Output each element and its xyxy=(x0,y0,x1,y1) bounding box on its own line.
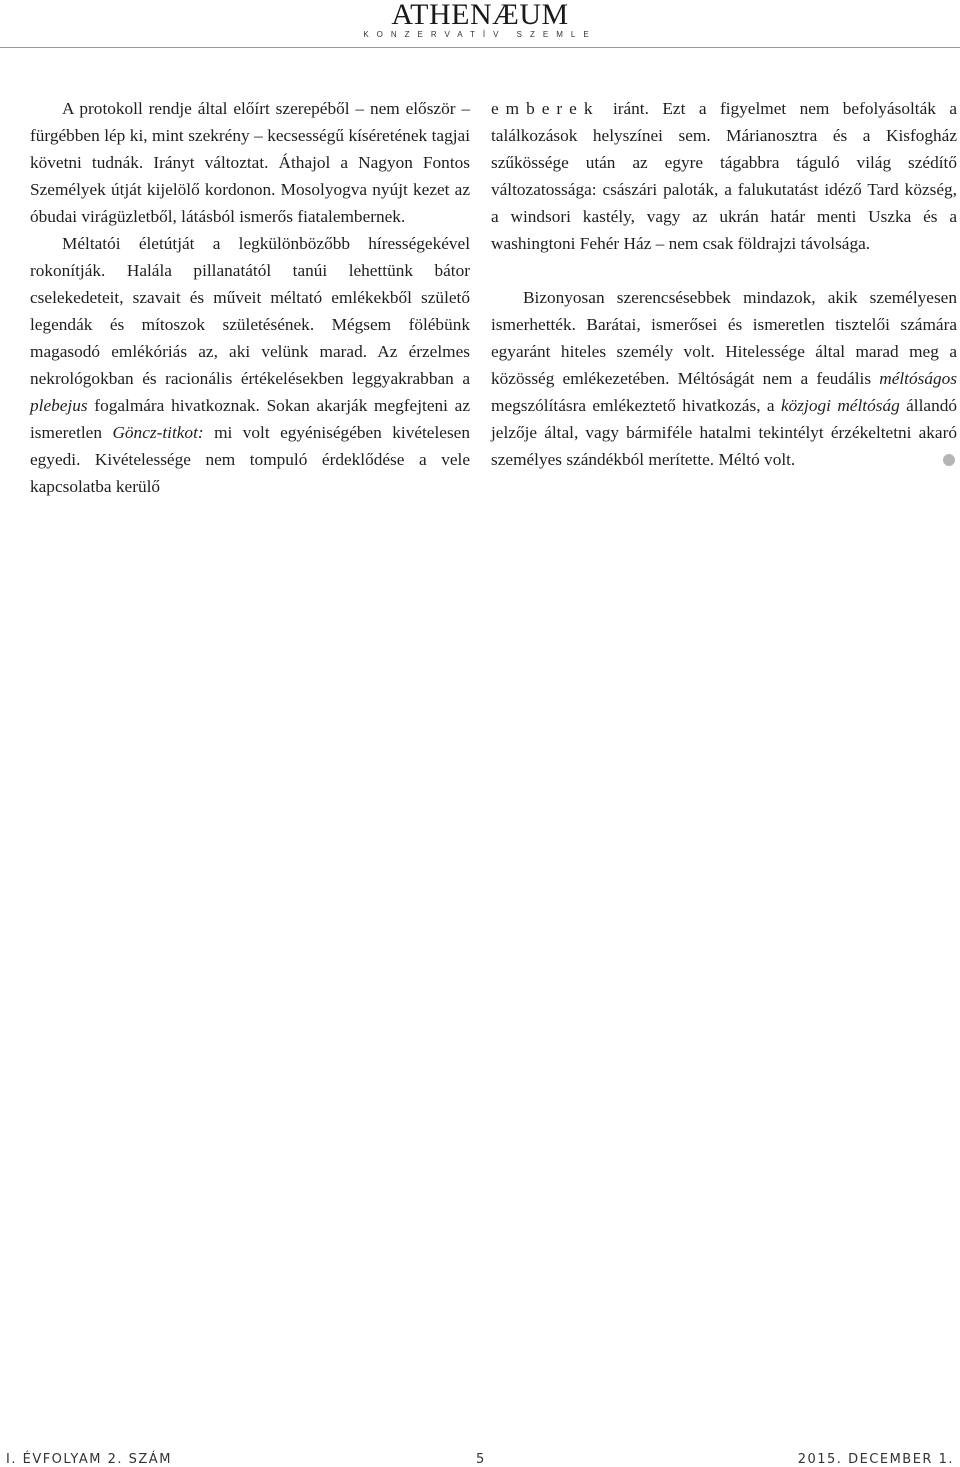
article-column-right xyxy=(491,95,957,473)
article-column-left xyxy=(30,95,470,500)
paragraph xyxy=(491,284,957,473)
paragraph xyxy=(491,95,957,257)
paragraph: A protokoll rendje által előírt szerepéből – nem először – fürgébben lép ki, mint szekrény – kecsességű kíséretének tagjai követni tudnák. Irányt változtat. Áthajol a Nagyon Fontos Személyek útját kijelölő kordonon. Mosolyogva nyújt kezet az óbudai virágüzletből, látásból ismerős fiatalembernek. xyxy=(30,99,470,226)
text-run: fogalmára hivatkoznak. Sokan akarják megfejteni az ismeretlen xyxy=(30,396,470,442)
header-rule xyxy=(0,47,960,48)
journal-subtitle: KONZERVATÍV SZEMLE xyxy=(363,30,597,39)
page-number: 5 xyxy=(476,1452,486,1467)
italic-term: Göncz-titkot: xyxy=(112,423,204,442)
journal-title: ATHENÆUM xyxy=(391,0,569,31)
masthead xyxy=(0,0,960,48)
text-run: Bizonyosan szerencsésebbek mindazok, akik személyesen ismerhették. Barátai, ismerősei és ismeretlen tisztelői számára egyaránt hiteles személy volt. Hitelessége által marad meg a közösség emlékezetében. Méltóságát nem a feudális xyxy=(491,288,957,388)
end-of-article-dot-icon xyxy=(943,454,955,466)
text-run: állandó jelzője által, vagy bármiféle hatalmi tekintélyt érzékeltetni akaró személyes szándékból merítette. Méltó volt. xyxy=(491,396,958,469)
text-run: iránt. Ezt a figyelmet nem befolyásolták a találkozások helyszínei sem. Márianosztra és a Kisfogház szűkössége után az egyre tágabbra táguló világ szédítő változatossága: császári paloták, a falukutatást idéző Tard község, a windsori kastély, vagy az ukrán határ menti Uszka és a washingtoni Fehér Ház – nem csak földrajzi távolsága. xyxy=(491,99,957,253)
text-run: megszólításra emlékeztető hivatkozás, a xyxy=(491,396,781,415)
text-run: Méltatói életútját a legkülönbözőbb hírességekével rokonítják. Halála pillanatától tanúi lehettünk bátor cselekedeteit, szavait és műveit méltató emlékekből születő legendák és mítoszok születésének. Mégsem fölébünk magasodó emlékóriás az, aki velünk marad. Az érzelmes nekrológokban és racionális értékelésekben leggyakrabban a xyxy=(30,234,470,388)
italic-term: méltóságos xyxy=(879,369,957,388)
italic-term: plebejus xyxy=(30,396,88,415)
issue-date: 2015. DECEMBER 1. xyxy=(797,1452,954,1467)
italic-term: közjogi méltóság xyxy=(781,396,900,415)
page-footer xyxy=(0,1452,960,1467)
issue-label: I. ÉVFOLYAM 2. SZÁM xyxy=(6,1452,172,1467)
paragraph xyxy=(30,230,470,500)
spaced-word: emberek xyxy=(491,99,600,118)
text-run: mi volt egyéniségében kivételesen egyedi. Kivételessége nem tompuló érdeklődése a vele kapcsolatba kerülő xyxy=(30,423,470,496)
